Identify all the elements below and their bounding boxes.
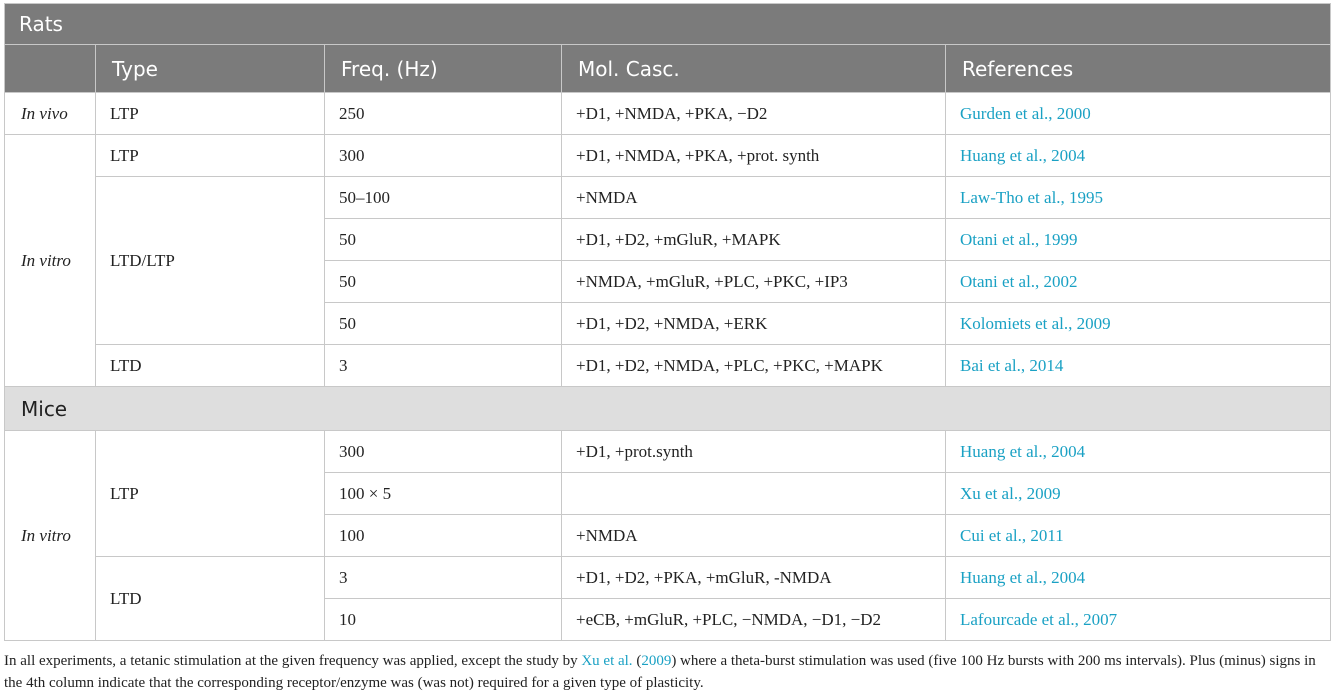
- mol-cell: +D1, +prot.synth: [562, 431, 946, 473]
- footnote-author-link[interactable]: Xu et al.: [581, 653, 633, 669]
- reference-link[interactable]: Gurden et al., 2000: [946, 93, 1331, 135]
- table-row: [5, 431, 1331, 473]
- freq-cell: 50–100: [325, 177, 562, 219]
- column-header-row: [5, 45, 1331, 93]
- freq-cell: 10: [325, 599, 562, 641]
- mol-cell: +D1, +NMDA, +PKA, +prot. synth: [562, 135, 946, 177]
- reference-link[interactable]: Otani et al., 2002: [946, 261, 1331, 303]
- column-header-type: Type: [96, 45, 325, 93]
- reference-link[interactable]: Huang et al., 2004: [946, 135, 1331, 177]
- mol-cell: +NMDA: [562, 515, 946, 557]
- footnote-year-link[interactable]: 2009: [641, 653, 672, 669]
- mol-cell: +D1, +D2, +mGluR, +MAPK: [562, 219, 946, 261]
- table-row: [5, 177, 1331, 219]
- condition-cell: In vitro: [5, 135, 96, 387]
- freq-cell: 3: [325, 557, 562, 599]
- species-label: Mice: [5, 387, 1331, 431]
- reference-link[interactable]: Huang et al., 2004: [946, 557, 1331, 599]
- column-header-freq: Freq. (Hz): [325, 45, 562, 93]
- condition-cell: In vivo: [5, 93, 96, 135]
- type-cell: LTP: [96, 93, 325, 135]
- mol-cell: +D1, +NMDA, +PKA, −D2: [562, 93, 946, 135]
- reference-link[interactable]: Bai et al., 2014: [946, 345, 1331, 387]
- freq-cell: 300: [325, 431, 562, 473]
- species-header-mice: [5, 387, 1331, 431]
- freq-cell: 100: [325, 515, 562, 557]
- column-header-refs: References: [946, 45, 1331, 93]
- species-header-rats: [5, 4, 1331, 45]
- type-cell: LTD: [96, 345, 325, 387]
- footnote-text-1: In all experiments, a tetanic stimulation at the given frequency was applied, except the study by: [4, 653, 582, 669]
- type-cell: LTD/LTP: [96, 177, 325, 345]
- mol-cell: +D1, +D2, +PKA, +mGluR, -NMDA: [562, 557, 946, 599]
- footnote-open-paren: (: [632, 653, 642, 669]
- type-cell: LTP: [96, 135, 325, 177]
- mol-cell: +NMDA, +mGluR, +PLC, +PKC, +IP3: [562, 261, 946, 303]
- table-row: [5, 557, 1331, 599]
- freq-cell: 50: [325, 261, 562, 303]
- mol-cell: +D1, +D2, +NMDA, +ERK: [562, 303, 946, 345]
- reference-link[interactable]: Huang et al., 2004: [946, 431, 1331, 473]
- table-row: [5, 135, 1331, 177]
- freq-cell: 3: [325, 345, 562, 387]
- species-label: Rats: [5, 4, 1331, 45]
- mol-cell: +NMDA: [562, 177, 946, 219]
- freq-cell: 100 × 5: [325, 473, 562, 515]
- table-row: [5, 345, 1331, 387]
- reference-link[interactable]: Otani et al., 1999: [946, 219, 1331, 261]
- plasticity-table: [4, 3, 1331, 641]
- table-footnote: [4, 650, 1324, 694]
- type-cell: LTP: [96, 431, 325, 557]
- condition-cell: In vitro: [5, 431, 96, 641]
- mol-cell: [562, 473, 946, 515]
- reference-link[interactable]: Lafourcade et al., 2007: [946, 599, 1331, 641]
- footnote-text-2: ) where a theta-burst stimulation was used (five 100 Hz bursts with 200 ms intervals). Plus (minus) signs in the 4th column indicate that the corresponding receptor/enzyme was (was not) required for a given type of plasticity.: [4, 653, 1316, 691]
- freq-cell: 50: [325, 219, 562, 261]
- freq-cell: 50: [325, 303, 562, 345]
- reference-link[interactable]: Cui et al., 2011: [946, 515, 1331, 557]
- mol-cell: +D1, +D2, +NMDA, +PLC, +PKC, +MAPK: [562, 345, 946, 387]
- type-cell: LTD: [96, 557, 325, 641]
- table-row: [5, 93, 1331, 135]
- freq-cell: 300: [325, 135, 562, 177]
- reference-link[interactable]: Kolomiets et al., 2009: [946, 303, 1331, 345]
- reference-link[interactable]: Xu et al., 2009: [946, 473, 1331, 515]
- freq-cell: 250: [325, 93, 562, 135]
- column-header-blank: [5, 45, 96, 93]
- column-header-mol: Mol. Casc.: [562, 45, 946, 93]
- reference-link[interactable]: Law-Tho et al., 1995: [946, 177, 1331, 219]
- mol-cell: +eCB, +mGluR, +PLC, −NMDA, −D1, −D2: [562, 599, 946, 641]
